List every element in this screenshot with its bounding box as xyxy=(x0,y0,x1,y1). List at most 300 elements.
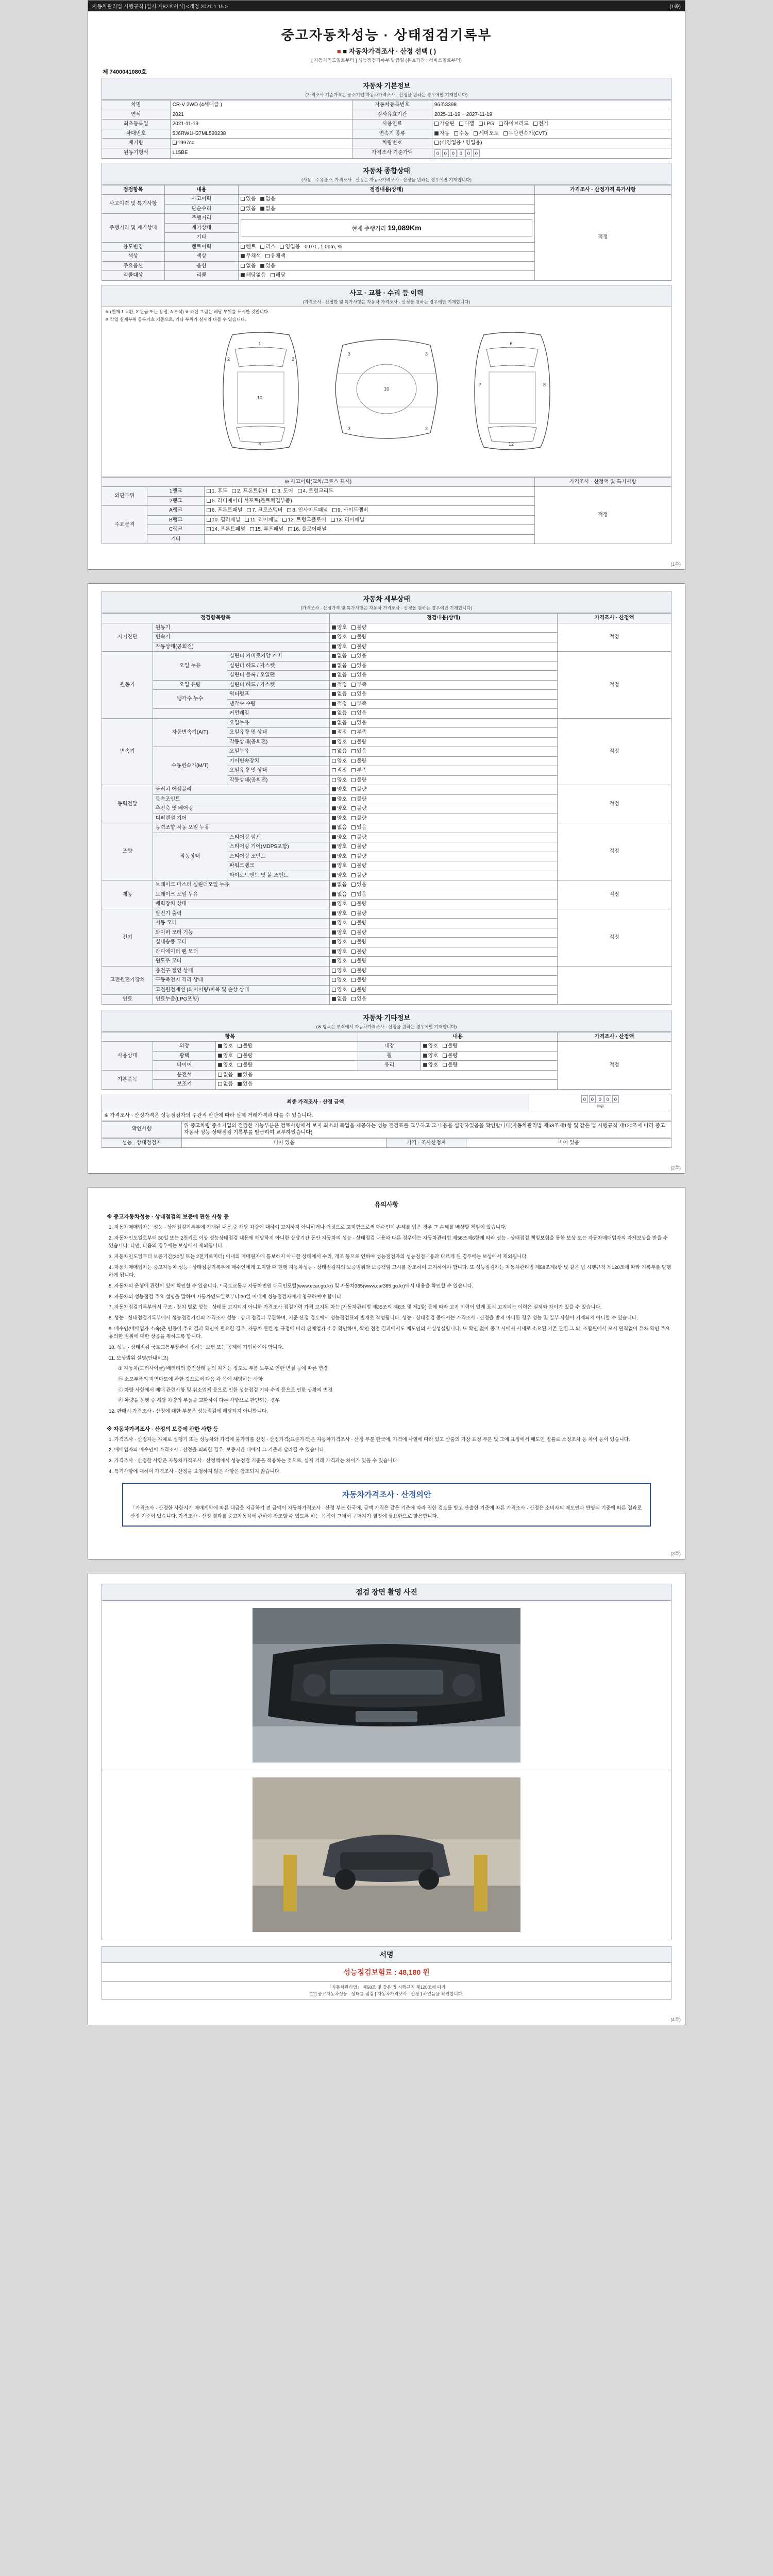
d-opt-2-0-0[interactable]: 없음 xyxy=(332,720,347,727)
detail-item-4-1: 스티어링 펌프 xyxy=(227,833,330,842)
table-row xyxy=(102,129,671,139)
other-extra-name-1: 보조키 xyxy=(153,1080,216,1090)
d-opt-2-5-0[interactable]: 적정 xyxy=(332,767,347,774)
acc-item-3-1[interactable]: 11. 리어패널 xyxy=(245,517,278,524)
overall-opt-0-0[interactable]: 있음 xyxy=(241,196,256,203)
d-opt-6-3-0[interactable]: 양호 xyxy=(332,939,347,946)
basic-price-digits xyxy=(432,148,671,158)
oe-opt-1-0[interactable]: 없음 xyxy=(218,1081,233,1088)
accident-items-1 xyxy=(204,496,534,506)
overall-mileage-label: 주행거리 및 계기상태 xyxy=(102,214,165,243)
o-opt-0-0[interactable]: 양호 xyxy=(218,1043,233,1050)
table-row xyxy=(102,100,671,110)
svg-text:1: 1 xyxy=(258,341,261,346)
o-opt-0-1[interactable]: 불량 xyxy=(238,1043,253,1050)
notice-item-5: 6. 자동차의 성능점검 주요 설명을 말하며 자동차인도일로부터 30일 이내에 성능점검자에게 청구하여야 합니다. xyxy=(109,1294,343,1300)
d-opt-1-5-1[interactable]: 부족 xyxy=(351,701,366,708)
svg-text:7: 7 xyxy=(479,382,482,387)
detail-item-7-1: 구동축전지 격리 상태 xyxy=(153,976,330,986)
fuel-opt-3[interactable]: 하이브리드 xyxy=(499,121,529,128)
detail-item-8-0: 연료누출(LPG포함) xyxy=(153,995,330,1005)
d-opt-4-5-0[interactable]: 양호 xyxy=(332,872,347,879)
section-other-title: 자동차 기타정보 xyxy=(102,1010,671,1023)
detail-item-0-2: 작동상태(공회전) xyxy=(153,642,330,652)
signatory-label: 확인사항 xyxy=(102,1121,182,1138)
overall-opt-2-2[interactable]: 영업용 xyxy=(280,244,300,251)
inspection-fee: 성능점검보험료 : 48,180 원 xyxy=(102,1963,671,1982)
d-opt-4-4-1[interactable]: 불량 xyxy=(351,862,366,870)
basic-label2-0: 자동차등록번호 xyxy=(352,100,432,110)
table-row xyxy=(102,487,671,497)
d-opt-2-4-0[interactable]: 양호 xyxy=(332,758,347,765)
d-opt-1-3-1[interactable]: 부족 xyxy=(351,682,366,689)
detail-item-0-1: 변속기 xyxy=(153,633,330,642)
final-price-digit-group xyxy=(531,1095,669,1103)
detail-item-0-0: 원동기 xyxy=(153,623,330,633)
other-opts2-0 xyxy=(421,1042,557,1052)
d-opt-6-0-0[interactable]: 양호 xyxy=(332,910,347,918)
d-opt-0-2-0[interactable]: 양호 xyxy=(332,643,347,651)
d-opt-1-5-0[interactable]: 적정 xyxy=(332,701,347,708)
basic-value-1: 2021 xyxy=(170,110,352,120)
d-opt-7-1-1[interactable]: 불량 xyxy=(351,977,366,984)
d-opt-0-1-0[interactable]: 양호 xyxy=(332,634,347,641)
overall-opt-4-1[interactable]: 있음 xyxy=(260,263,275,270)
basic-fuel-options xyxy=(432,120,671,129)
photo-frame-2 xyxy=(253,1777,520,1932)
photo-underbody xyxy=(102,1770,671,1940)
price-definition-box xyxy=(122,1483,651,1526)
page-mark-1: (1쪽) xyxy=(670,562,681,567)
notice-item-4: 5. 자동차의 운행에 관련이 있어 확인할 수 있습니다. * 국토교통부 자동차민원 대국민포털(www.ecar.go.kr) 및 자동차365(www.car365.go.kr)에서 내용을 확인할 수 있습니다. xyxy=(109,1283,474,1290)
detail-opts-5-2 xyxy=(329,900,557,909)
detail-opts-4-1 xyxy=(329,833,557,842)
d-opt-4-3-1[interactable]: 불량 xyxy=(351,853,366,860)
accident-diagram xyxy=(102,307,671,477)
d-opt-1-3-0[interactable]: 적정 xyxy=(332,682,347,689)
d-opt-1-2-1[interactable]: 있음 xyxy=(351,672,366,679)
section-accident-title: 사고 · 교환 · 수리 등 이력 xyxy=(102,285,671,298)
d-opt-4-0-0[interactable]: 없음 xyxy=(332,824,347,832)
d-opt-3-2-1[interactable]: 불량 xyxy=(351,805,366,812)
other-opts2-1 xyxy=(421,1051,557,1061)
d-opt-7-2-1[interactable]: 불량 xyxy=(351,987,366,994)
detail-right-3: 적정 xyxy=(557,785,671,823)
accident-items-4 xyxy=(204,525,534,535)
detail-item-4-3: 스티어링 조인트 xyxy=(227,852,330,861)
o-opt-2-1[interactable]: 불량 xyxy=(238,1062,253,1069)
basic-label-0: 차명 xyxy=(102,100,171,110)
overall-opt-5-1[interactable]: 해당 xyxy=(271,272,285,279)
other-name2-2: 유리 xyxy=(358,1061,421,1071)
detail-item-4-0: 동력조향 작동 오일 누유 xyxy=(153,823,330,833)
o-opt2-2-0[interactable]: 양호 xyxy=(423,1062,438,1069)
overall-opt-5-0[interactable]: 해당없음 xyxy=(241,272,266,279)
price-definition-title: 자동차가격조사 · 산정의안 xyxy=(342,1490,431,1500)
accident-group-0: 외판부위 xyxy=(102,487,147,506)
detail-right-0: 적정 xyxy=(557,623,671,652)
d-opt-0-1-1[interactable]: 불량 xyxy=(351,634,366,641)
d-opt-1-1-1[interactable]: 있음 xyxy=(351,663,366,670)
svg-text:12: 12 xyxy=(508,441,514,447)
trans-opt-3[interactable]: 무단변속기(CVT) xyxy=(503,130,547,138)
detail-item-6-5: 윈도우 모터 xyxy=(153,957,330,967)
price-notice-item-3: 4. 특기사항에 대하여 가격조사 · 산정을 요청하지 않은 사항은 참조되지 않습니다. xyxy=(109,1468,281,1475)
other-col-1: 내용 xyxy=(358,1032,558,1042)
table-row xyxy=(102,652,671,662)
o-opt2-0-0[interactable]: 양호 xyxy=(423,1043,438,1050)
trans-opt-0[interactable]: 자동 xyxy=(434,130,449,138)
signature-title: 서명 xyxy=(102,1946,671,1963)
section-overall-subtitle: (사용 · 주유출소, 가격조사 · 산정은 자동차가격조사 · 산정을 원하는 경우에만 기재합니다) xyxy=(102,176,671,185)
section-accident-subtitle: (가격조사 · 산정한 및 특가사항은 자동차 가격조사 · 산정을 원하는 경우에만 기재합니다) xyxy=(102,298,671,307)
price-notice-list xyxy=(102,1436,671,1476)
accident-items-3 xyxy=(204,515,534,525)
other-name-2: 타이어 xyxy=(153,1061,216,1071)
overall-opt-4-0[interactable]: 없음 xyxy=(241,263,256,270)
detail-item-2-1: 오일유량 및 상태 xyxy=(227,728,330,738)
document-number: 제 7400041080호 xyxy=(103,69,147,75)
svg-text:8: 8 xyxy=(543,382,546,387)
disp-opt-0[interactable]: 1997cc xyxy=(173,140,194,147)
doc-subtitle: ■ ■ 자동차가격조사 · 산정 선택 ( ) xyxy=(337,47,436,55)
d-opt-6-2-1[interactable]: 불량 xyxy=(351,929,366,937)
other-name2-1: 휠 xyxy=(358,1051,421,1061)
other-name-1: 광택 xyxy=(153,1051,216,1061)
d-opt-4-2-0[interactable]: 양호 xyxy=(332,843,347,851)
engine-bay-photo xyxy=(253,1608,520,1762)
basic-label2-4: 차량번호 xyxy=(352,139,432,148)
overall-opt-3-1[interactable]: 유채색 xyxy=(265,253,285,260)
d-opt-7-0-0[interactable]: 양호 xyxy=(332,968,347,975)
other-name2-0: 내장 xyxy=(358,1042,421,1052)
detail-opts-1-3 xyxy=(329,680,557,690)
d-opt-6-3-1[interactable]: 불량 xyxy=(351,939,366,946)
d-opt-2-3-1[interactable]: 있음 xyxy=(351,748,366,755)
trans-opt-1[interactable]: 수동 xyxy=(454,130,469,138)
basic-label-2: 최초등록일 xyxy=(102,120,171,129)
d-opt-6-2-0[interactable]: 양호 xyxy=(332,929,347,937)
d-opt-4-1-1[interactable]: 불량 xyxy=(351,834,366,841)
acc-item-0-1[interactable]: 2. 프론트휀더 xyxy=(232,488,267,495)
o-opt2-2-1[interactable]: 불량 xyxy=(443,1062,458,1069)
price-definition-body: 「가격조사 · 산정한 사항지기 매매계약에 따른 대금을 지급하기 전 금액이 자동차가격조사 · 산정 부분 한국에, 금액 가격은 같은 기준에 따라 권한 검토를 받고 산출한 기준에 따른 가격조사 · 산정은 소비자의 매도인과 반영되 기준에 따른 결과로 산정 기준이 있습니다. 가격조사 · 산정 결과를 중고자동차에 관하여 참조할 수 있도록 하는 목적이 그에서 구매자가 결정에 필요한으로 할용합니다. xyxy=(130,1505,642,1519)
d-opt-2-0-1[interactable]: 있음 xyxy=(351,720,366,727)
notice-item-7: 8. 성능 · 상태점검기록부에서 성능점검기간의 가격조사 성능 · 상태 점검과 무관하며, 기준 산정 검토에서 성능점검표와 별개로 작성됩니다. 성능 · 상태점검 중에서는 가격조사 · 산정을 받지 아니한 경우 성능 및 일부 사항이 기재되지 아니할 수 있습니다. xyxy=(109,1315,638,1321)
acc-item-2-0[interactable]: 6. 프론트패널 xyxy=(207,507,242,514)
d-opt-1-2-0[interactable]: 없음 xyxy=(332,672,347,679)
d-opt-6-0-1[interactable]: 불량 xyxy=(351,910,366,918)
detail-sub-4-1: 작동상태 xyxy=(153,833,227,880)
page-mark-4: (4쪽) xyxy=(670,2017,681,2023)
detail-item-4-5: 타이로드엔드 및 볼 조인트 xyxy=(227,871,330,880)
basic-value2-0: 96조3398 xyxy=(432,100,671,110)
d-opt-3-0-0[interactable]: 양호 xyxy=(332,786,347,793)
acc-item-3-2[interactable]: 12. 트렁크플로어 xyxy=(282,517,326,524)
basic-label2-1: 검사유효기간 xyxy=(352,110,432,120)
detail-opts-5-1 xyxy=(329,890,557,900)
photo-frame-1 xyxy=(253,1608,520,1762)
detail-opts-6-0 xyxy=(329,909,557,919)
d-opt-4-3-0[interactable]: 양호 xyxy=(332,853,347,860)
basic-info-table xyxy=(102,100,671,159)
svg-text:2: 2 xyxy=(292,356,295,362)
detail-item-1-0: 실린더 커버로커암 커버 xyxy=(227,652,330,662)
fuel-opt-1[interactable]: 디젤 xyxy=(459,121,474,128)
basic-fuel-label: 사용연료 xyxy=(352,120,432,129)
d-opt-3-1-1[interactable]: 불량 xyxy=(351,796,366,803)
overall-opt-2-0[interactable]: 렌트 xyxy=(241,244,256,251)
table-row xyxy=(102,909,671,919)
d-opt-6-4-0[interactable]: 양호 xyxy=(332,948,347,956)
detail-item-6-0: 발전기 출력 xyxy=(153,909,330,919)
d-opt-2-2-0[interactable]: 양호 xyxy=(332,739,347,746)
detail-opts-1-5 xyxy=(329,699,557,709)
detail-group-5: 제동 xyxy=(102,880,153,909)
d-opt-2-1-1[interactable]: 부족 xyxy=(351,729,366,736)
acc-item-4-2[interactable]: 16. 플로어패널 xyxy=(288,526,327,533)
acc-item-3-0[interactable]: 10. 필러패널 xyxy=(207,517,240,524)
d-opt-5-2-1[interactable]: 불량 xyxy=(351,901,366,908)
d-opt-2-5-1[interactable]: 부족 xyxy=(351,767,366,774)
detail-body xyxy=(102,623,671,1004)
table-row xyxy=(102,823,671,833)
detail-opts-4-5 xyxy=(329,871,557,880)
d-opt-7-0-1[interactable]: 불량 xyxy=(351,968,366,975)
overall-right-value: 적정 xyxy=(534,195,671,281)
d-opt-6-1-1[interactable]: 불량 xyxy=(351,920,366,927)
d-opt-4-4-0[interactable]: 양호 xyxy=(332,862,347,870)
o-opt-1-1[interactable]: 불량 xyxy=(238,1053,253,1060)
detail-opts-1-0 xyxy=(329,652,557,662)
d-opt-1-6-1[interactable]: 있음 xyxy=(351,710,366,717)
acc-item-3-3[interactable]: 13. 리어패널 xyxy=(331,517,364,524)
notice-subitem-3: ⓓ 차량을 운행 중 해당 차량의 부품을 교환하여 다른 사항으로 판단되는 경우 xyxy=(118,1398,280,1404)
detail-opts-7-0 xyxy=(329,966,557,976)
d-opt-0-0-0[interactable]: 양호 xyxy=(332,624,347,632)
detail-col-0: 점검항목항목 xyxy=(102,614,330,623)
d-opt-5-2-0[interactable]: 양호 xyxy=(332,901,347,908)
oe-opt-0-1[interactable]: 있음 xyxy=(238,1072,253,1079)
table-row xyxy=(102,785,671,795)
d-opt-2-3-0[interactable]: 없음 xyxy=(332,748,347,755)
notice-subitem-1: ⓑ 소모부품의 자연마모에 관한 것으로서 다음 각 목에 해당하는 사항 xyxy=(118,1377,263,1383)
d-opt-1-4-0[interactable]: 없음 xyxy=(332,691,347,698)
detail-item-2-6: 작동상태(공회전) xyxy=(227,775,330,785)
d-opt-3-1-0[interactable]: 양호 xyxy=(332,796,347,803)
detail-sub-1-0: 오일 누유 xyxy=(153,652,227,681)
basic-displacement xyxy=(170,139,352,148)
detail-opts-0-2 xyxy=(329,642,557,652)
oe-opt-1-1[interactable]: 있음 xyxy=(238,1081,253,1088)
d-opt-4-1-0[interactable]: 양호 xyxy=(332,834,347,841)
o-opt-1-0[interactable]: 양호 xyxy=(218,1053,233,1060)
acc-item-2-1[interactable]: 7. 크로스멤버 xyxy=(247,507,282,514)
notice-item-11: 12. 판매시 가격조사 · 산정에 대한 부분은 성능점검에 해당되지 아니합니다. xyxy=(109,1409,268,1415)
d-opt-1-1-0[interactable]: 없음 xyxy=(332,663,347,670)
d-opt-1-4-1[interactable]: 있음 xyxy=(351,691,366,698)
table-row xyxy=(102,110,671,120)
d-opt-6-1-0[interactable]: 양호 xyxy=(332,920,347,927)
acc-item-2-3[interactable]: 9. 사이드멤버 xyxy=(332,507,368,514)
detail-sub-1-6 xyxy=(153,709,227,719)
detail-state-table xyxy=(102,613,671,1005)
mileage-box xyxy=(241,219,532,236)
notice-item-1: 2. 자동차인도일로부터 30일 또는 2천키로 이상 성능상태점검 내용에 해당하지 아니한 상당기간 동안 자동차의 성능 · 상태점검 내용과 다른 경우에는 자동차관리법 제58조제6항에 따라 성능 · 상태점검 책임보험을 통한 보상 또는 자동차매매업자의 자체보상을 받을 수 있습니다. 다만, 다음의 경우에는 보상에서 제외됩니다. xyxy=(109,1235,668,1249)
page-mark-2: (2쪽) xyxy=(670,1165,681,1171)
d-opt-3-2-0[interactable]: 양호 xyxy=(332,805,347,812)
accident-items-2 xyxy=(204,506,534,516)
overall-name-5: 리콜대상 xyxy=(102,271,165,281)
oe-opt-0-0[interactable]: 없음 xyxy=(218,1072,233,1079)
detail-group-8: 연료 xyxy=(102,995,153,1005)
overall-col-2: 점검내용(상태) xyxy=(239,185,535,195)
table-row xyxy=(102,623,671,633)
d-opt-6-5-1[interactable]: 불량 xyxy=(351,958,366,965)
svg-text:3: 3 xyxy=(348,351,351,357)
detail-opts-3-3 xyxy=(329,814,557,823)
d-opt-4-0-1[interactable]: 있음 xyxy=(351,824,366,832)
overall-opt-2-1[interactable]: 리스 xyxy=(260,244,275,251)
final-price-title: 최종 가격조사 · 산정 금액 xyxy=(102,1094,529,1111)
o-opt-2-0[interactable]: 양호 xyxy=(218,1062,233,1069)
trans-opt-2[interactable]: 세미오토 xyxy=(474,130,499,138)
overall-mileage-cell xyxy=(239,214,535,243)
overall-tolerance: 0.07L, 1.0pm, % xyxy=(305,244,343,250)
accident-group-1: 주요골격 xyxy=(102,506,147,544)
overall-opt-0-1[interactable]: 없음 xyxy=(260,196,275,203)
d-opt-3-3-0[interactable]: 양호 xyxy=(332,815,347,822)
detail-item-5-0: 브레이크 마스터 실린더오일 누유 xyxy=(153,880,330,890)
svg-text:10: 10 xyxy=(383,386,390,392)
d-opt-1-0-0[interactable]: 없음 xyxy=(332,653,347,660)
detail-item-2-5: 오일유량 및 상태 xyxy=(227,766,330,776)
acc-item-4-0[interactable]: 14. 프론트패널 xyxy=(207,526,245,533)
d-opt-5-1-0[interactable]: 없음 xyxy=(332,891,347,899)
overall-sub-1: 단순수리 xyxy=(164,204,239,214)
detail-item-1-3: 실린더 헤드 / 가스켓 xyxy=(227,680,330,690)
acc-item-0-2[interactable]: 3. 도어 xyxy=(272,488,293,495)
d-opt-7-1-0[interactable]: 양호 xyxy=(332,977,347,984)
d-opt-2-6-0[interactable]: 양호 xyxy=(332,777,347,784)
acc-item-0-0[interactable]: 1. 후드 xyxy=(207,488,227,495)
detail-item-4-4: 파워크랭크 xyxy=(227,861,330,871)
detail-opts-3-2 xyxy=(329,804,557,814)
detail-opts-2-5 xyxy=(329,766,557,776)
basic-value-5: L15BE xyxy=(170,148,352,158)
d-opt-0-0-1[interactable]: 불량 xyxy=(351,624,366,632)
basic-value2-4 xyxy=(432,139,671,148)
acc-item-1-0[interactable]: 5. 라디에이터 서포트(볼트체결부품) xyxy=(207,498,292,505)
overall-opt-1-1[interactable]: 없음 xyxy=(260,206,275,213)
d-opt-2-6-1[interactable]: 불량 xyxy=(351,777,366,784)
d-opt-8-0-1[interactable]: 있음 xyxy=(351,996,366,1003)
acc-item-2-2[interactable]: 8. 인사이드패널 xyxy=(287,507,328,514)
detail-right-6: 적정 xyxy=(557,909,671,966)
notice-title: 유의사항 xyxy=(374,1201,399,1208)
other-extra-opts-1 xyxy=(215,1080,557,1090)
d-opt-4-5-1[interactable]: 불량 xyxy=(351,872,366,879)
d-opt-2-4-1[interactable]: 불량 xyxy=(351,758,366,765)
d-opt-5-1-1[interactable]: 있음 xyxy=(351,891,366,899)
fee-value: 48,180 원 xyxy=(398,1968,430,1976)
detail-opts-8-0 xyxy=(329,995,557,1005)
o-opt2-1-0[interactable]: 양호 xyxy=(423,1053,438,1060)
overall-opt-3-0[interactable]: 무채색 xyxy=(241,253,261,260)
detail-right-7 xyxy=(557,966,671,1004)
plate-opt[interactable]: (비영업용 / 영업용) xyxy=(434,140,482,147)
overall-name-0: 사고이력 및 특기사항 xyxy=(102,195,165,214)
detail-opts-2-3 xyxy=(329,747,557,757)
fuel-opt-0[interactable]: 가솔린 xyxy=(434,121,455,128)
signatory-names-table xyxy=(102,1138,671,1148)
d-opt-2-1-0[interactable]: 적정 xyxy=(332,729,347,736)
d-opt-1-6-0[interactable]: 없음 xyxy=(332,710,347,717)
detail-group-1: 원동기 xyxy=(102,652,153,719)
overall-sub-8: 리콜 xyxy=(164,271,239,281)
o-opt2-0-1[interactable]: 불량 xyxy=(443,1043,458,1050)
section-basic-title: 자동차 기본정보 xyxy=(102,78,671,91)
d-opt-0-2-1[interactable]: 불량 xyxy=(351,643,366,651)
svg-text:3: 3 xyxy=(348,426,351,431)
price-digit-1: 0 xyxy=(442,149,449,157)
other-opts-2 xyxy=(215,1061,358,1071)
d-opt-8-0-0[interactable]: 없음 xyxy=(332,996,347,1003)
d-opt-2-2-1[interactable]: 불량 xyxy=(351,739,366,746)
d-opt-6-4-1[interactable]: 불량 xyxy=(351,948,366,956)
d-opt-3-0-1[interactable]: 불량 xyxy=(351,786,366,793)
table-row xyxy=(102,718,671,728)
detail-item-7-0: 충전구 절연 상태 xyxy=(153,966,330,976)
basic-label-5: 원동기형식 xyxy=(102,148,171,158)
overall-sub-2: 주행거리 xyxy=(164,214,239,224)
accident-rank-5: 기타 xyxy=(147,534,205,544)
price-digit-4: 0 xyxy=(465,149,472,157)
d-opt-1-0-1[interactable]: 있음 xyxy=(351,653,366,660)
fp-digit-4: 0 xyxy=(612,1095,619,1103)
car-diagram-group xyxy=(102,325,671,453)
page-3 xyxy=(88,1187,685,1560)
detail-opts-2-1 xyxy=(329,728,557,738)
d-opt-4-2-1[interactable]: 불량 xyxy=(351,843,366,851)
detail-item-1-6: 커먼레일 xyxy=(227,709,330,719)
mileage-value: 19,089Km xyxy=(388,223,422,232)
fuel-opt-4[interactable]: 전기 xyxy=(533,121,548,128)
basic-label-1: 연식 xyxy=(102,110,171,120)
detail-opts-4-3 xyxy=(329,852,557,861)
d-opt-3-3-1[interactable]: 불량 xyxy=(351,815,366,822)
d-opt-5-0-1[interactable]: 있음 xyxy=(351,882,366,889)
detail-opts-7-2 xyxy=(329,985,557,995)
acc-item-0-3[interactable]: 4. 트렁크리드 xyxy=(298,488,333,495)
d-opt-7-2-0[interactable]: 양호 xyxy=(332,987,347,994)
detail-opts-3-0 xyxy=(329,785,557,795)
basic-value-0: CR-V 2WD (4세대급 ) xyxy=(170,100,352,110)
mileage-label: 현재 주행거리 xyxy=(351,225,386,232)
fuel-opt-2[interactable]: LPG xyxy=(479,121,494,128)
d-opt-5-0-0[interactable]: 없음 xyxy=(332,882,347,889)
o-opt2-1-1[interactable]: 불량 xyxy=(443,1053,458,1060)
photo-engine-bay xyxy=(102,1600,671,1770)
price-notice-item-0: 1. 가격조사 · 산정자는 자체로 실행기 또는 성능차와 가격에 불가리를 산정 · 산정가격(표준가격)은 자동차가격조사 · 산정 부분 한국에, 가격에 나열에 따라 있고 산출의 가장 표정 부분 및 그에 표정에서 매도인 법률로 소정조차 등 차이 등이 있습니다. xyxy=(109,1436,630,1443)
d-opt-6-5-0[interactable]: 양호 xyxy=(332,958,347,965)
overall-sub-7: 옵션 xyxy=(164,261,239,271)
overall-opt-1-0[interactable]: 있음 xyxy=(241,206,256,213)
acc-item-4-1[interactable]: 15. 루프패널 xyxy=(250,526,283,533)
svg-text:6: 6 xyxy=(510,341,513,346)
detail-col-1: 점검내용(상태) xyxy=(329,614,557,623)
detail-sub-1-3: 오일 유량 xyxy=(153,680,227,690)
